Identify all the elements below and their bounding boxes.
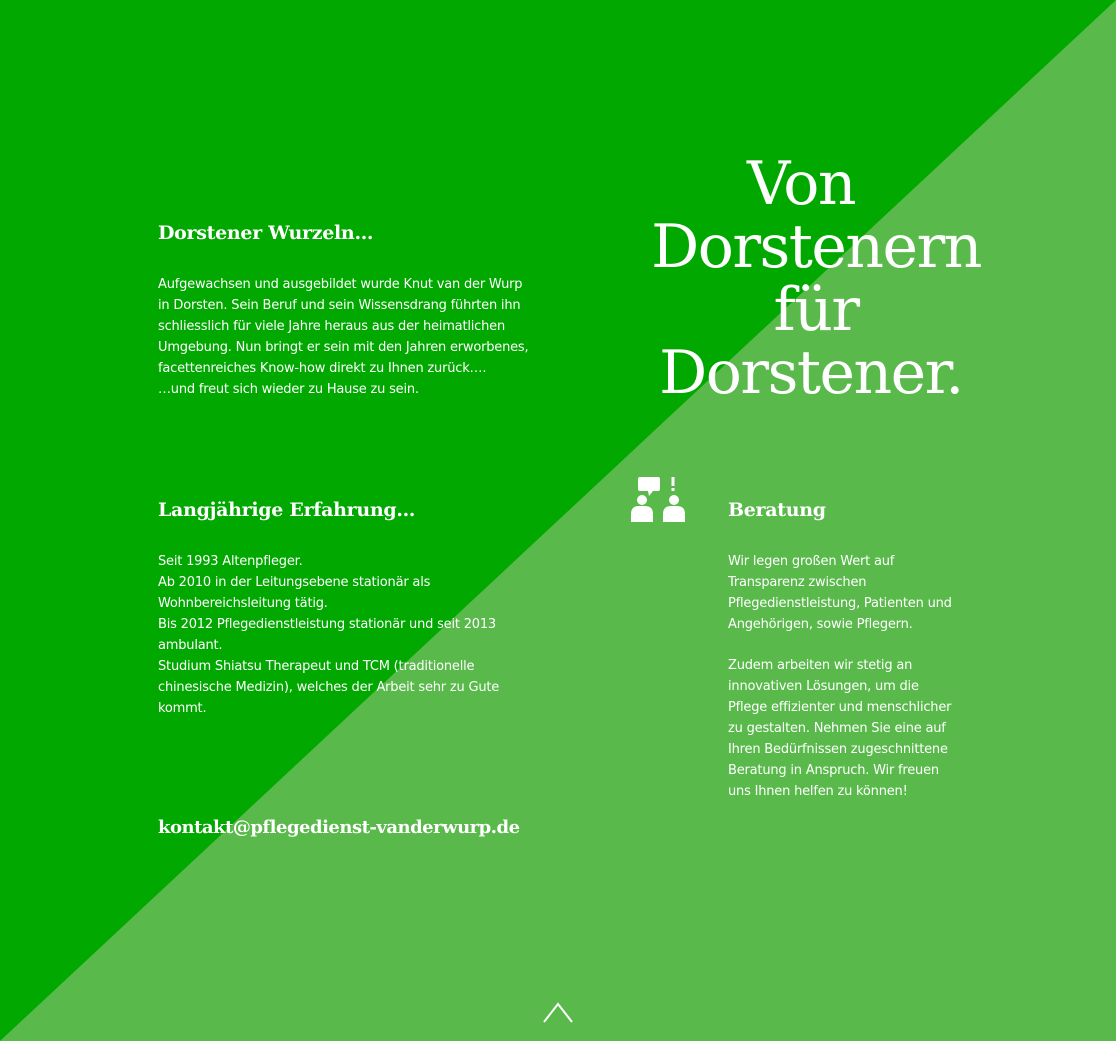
experience-line: Wohnbereichsleitung tätig. — [158, 596, 328, 611]
roots-line: in Dorsten. Sein Beruf und sein Wissensdrang führten ihn — [158, 298, 521, 313]
consulting-line: Wir legen großen Wert auf — [728, 554, 895, 569]
roots-line: Umgebung. Nun bringt er sein mit den Jahren erworbenes, — [158, 340, 529, 355]
consulting-title: Beratung — [728, 499, 826, 521]
experience-line: Studium Shiatsu Therapeut und TCM (traditionelle — [158, 659, 475, 674]
experience-line: Ab 2010 in der Leitungsebene stationär als — [158, 575, 431, 590]
hero-line-1: Von — [746, 149, 856, 219]
consulting-line: Pflegedienstleistung, Patienten und — [728, 596, 952, 611]
experience-line: chinesische Medizin), welches der Arbeit sehr zu Gute — [158, 680, 500, 695]
consulting-section — [728, 499, 968, 802]
consulting-line: uns Ihnen helfen zu können! — [728, 784, 908, 799]
roots-line: schliesslich für viele Jahre heraus aus der heimatlichen — [158, 319, 505, 334]
roots-text — [158, 274, 538, 400]
chevron-up-icon[interactable] — [540, 998, 576, 1026]
consulting-text-1 — [728, 551, 968, 635]
consulting-line: Ihren Bedürfnissen zugeschnittene — [728, 742, 948, 757]
hero-headline — [640, 149, 992, 408]
consulting-text-2 — [728, 655, 968, 802]
hero-line-4: Dorstener. — [659, 338, 963, 408]
consulting-line: Transparenz zwischen — [728, 575, 867, 590]
consulting-line: Beratung in Anspruch. Wir freuen — [728, 763, 939, 778]
roots-line: facettenreiches Know-how direkt zu Ihnen zurück…. — [158, 361, 487, 376]
consulting-line: Pflege effizienter und menschlicher — [728, 700, 952, 715]
experience-line: Seit 1993 Altenpfleger. — [158, 554, 303, 569]
roots-line: Aufgewachsen und ausgebildet wurde Knut van der Wurp — [158, 277, 523, 292]
consulting-line: innovativen Lösungen, um die — [728, 679, 919, 694]
experience-title: Langjährige Erfahrung… — [158, 499, 416, 521]
hero-line-3: für — [773, 275, 859, 345]
people-speech-icon — [626, 474, 690, 524]
contact-email-link[interactable]: kontakt@pflegedienst-vanderwurp.de — [158, 817, 520, 838]
hero-line-2: Dorstenern — [651, 212, 981, 282]
consulting-line: zu gestalten. Nehmen Sie eine auf — [728, 721, 946, 736]
experience-text — [158, 551, 538, 719]
roots-section — [158, 222, 538, 400]
roots-title: Dorstener Wurzeln… — [158, 222, 374, 244]
experience-section — [158, 499, 538, 719]
experience-line: ambulant. — [158, 638, 223, 653]
consulting-line: Angehörigen, sowie Pflegern. — [728, 617, 913, 632]
roots-line: …und freut sich wieder zu Hause zu sein. — [158, 382, 419, 397]
experience-line: kommt. — [158, 701, 207, 716]
consulting-line: Zudem arbeiten wir stetig an — [728, 658, 913, 673]
experience-line: Bis 2012 Pflegedienstleistung stationär und seit 2013 — [158, 617, 496, 632]
